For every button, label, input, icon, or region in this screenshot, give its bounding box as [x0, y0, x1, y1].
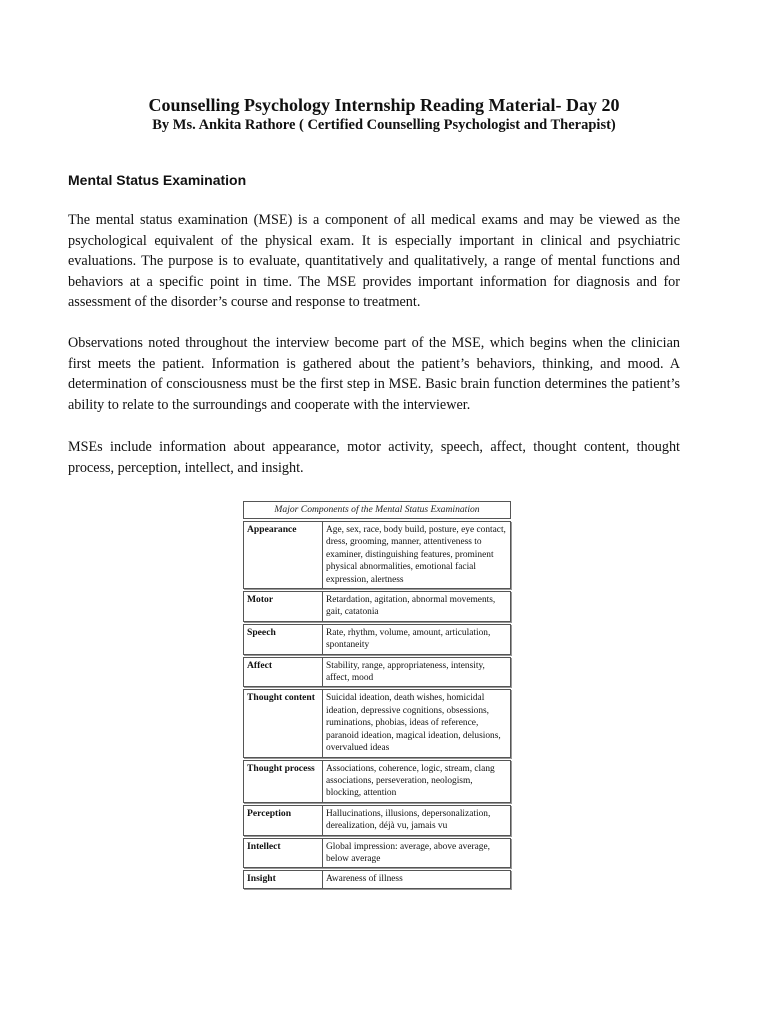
section-heading: Mental Status Examination — [68, 172, 247, 188]
table-row — [243, 657, 511, 688]
row-label: Appearance — [244, 522, 323, 588]
row-value: Age, sex, race, body build, posture, eye contact, dress, grooming, manner, attentiveness to examiner, distinguishing features, prominent physical abnormalities, emotional facial expression, alertness — [326, 525, 506, 585]
row-value: Awareness of illness — [326, 874, 403, 885]
table-row — [243, 760, 511, 803]
table-row — [243, 521, 511, 589]
mse-components-table — [243, 501, 511, 889]
document-title: Counselling Psychology Internship Reading Material- Day 20 — [148, 95, 620, 115]
row-label: Thought content — [244, 690, 323, 756]
row-value: Rate, rhythm, volume, amount, articulation, spontaneity — [326, 627, 491, 651]
row-label: Perception — [244, 806, 323, 835]
table-row — [243, 838, 511, 869]
row-label: Motor — [244, 592, 323, 621]
row-value: Associations, coherence, logic, stream, clang associations, perseveration, neologism, blocking, attention — [326, 763, 495, 799]
row-label: Intellect — [244, 839, 323, 868]
row-label: Affect — [244, 658, 323, 687]
document-author-line: By Ms. Ankita Rathore ( Certified Counselling Psychologist and Therapist) — [152, 117, 616, 133]
table-row — [243, 805, 511, 836]
paragraph-mse-contents: MSEs include information about appearance, motor activity, speech, affect, thought content, thought process, perception, intellect, and insight. — [68, 439, 680, 476]
row-label: Speech — [244, 625, 323, 654]
row-value: Suicidal ideation, death wishes, homicidal ideation, depressive cognitions, obsessions, ruminations, phobias, ideas of reference, paranoid ideation, magical ideation, delusions, overvalued ideas — [326, 693, 501, 754]
table-row — [243, 624, 511, 655]
row-value: Stability, range, appropriateness, intensity, affect, mood — [326, 660, 485, 684]
row-label: Thought process — [244, 761, 323, 802]
row-value: Global impression: average, above average, below average — [326, 841, 490, 864]
row-label: Insight — [244, 871, 323, 887]
table-caption: Major Components of the Mental Status Examination — [243, 501, 511, 519]
row-value: Hallucinations, illusions, depersonalization, derealization, déjà vu, jamais vu — [326, 808, 491, 832]
table-row — [243, 591, 511, 622]
table-row — [243, 870, 511, 888]
row-value: Retardation, agitation, abnormal movements, gait, catatonia — [326, 595, 496, 618]
paragraph-mse-definition: The mental status examination (MSE) is a component of all medical exams and may be viewed as the psychological equivalent of the physical exam. It is especially important in clinical and psychiatric evaluations. The purpose is to evaluate, quantitatively and qualitatively, a range of mental functions and behaviors at a specific point in time. The MSE provides important information for diagnosis and for assessment of the disorder’s course and response to treatment. — [68, 212, 680, 311]
paragraph-mse-observations: Observations noted throughout the interview become part of the MSE, which begins when the clinician first meets the patient. Information is gathered about the patient’s behaviors, thinking, and mood. A determination of consciousness must be the first step in MSE. Basic brain function determines the patient’s ability to relate to the surroundings and cooperate with the interviewer. — [68, 335, 680, 413]
table-row — [243, 689, 511, 757]
